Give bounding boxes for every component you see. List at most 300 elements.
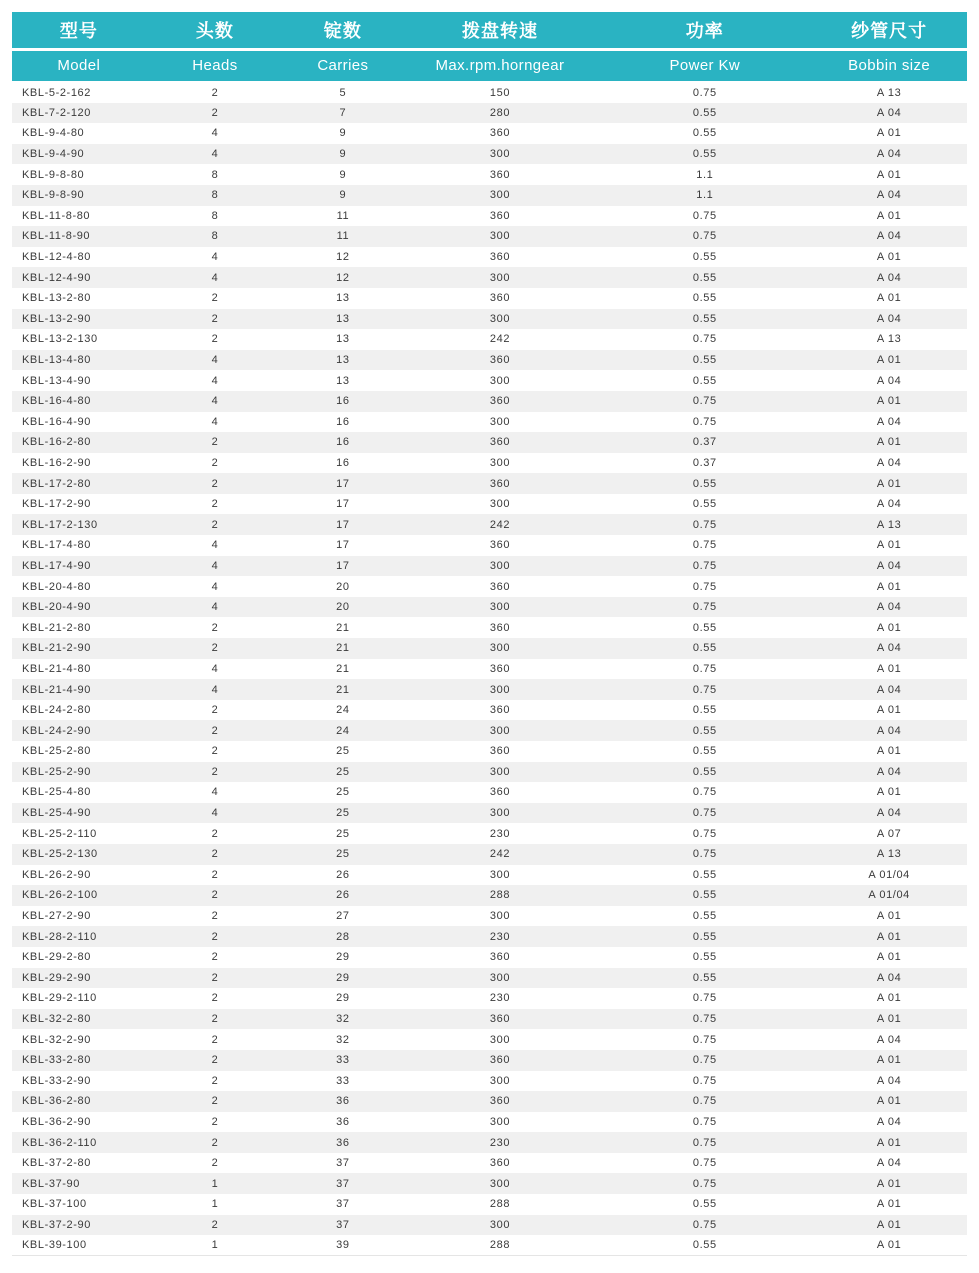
table-cell: KBL-25-2-80 (22, 745, 91, 758)
header-row-english (12, 49, 967, 82)
table-row (12, 494, 967, 515)
table-cell: 4 (211, 662, 219, 675)
table-cell: 7 (339, 106, 347, 119)
table-cell: KBL-17-2-80 (22, 477, 91, 490)
table-cell: A 01 (876, 1013, 902, 1026)
table-cell: 300 (489, 1177, 511, 1190)
table-cell: 0.55 (692, 374, 717, 387)
table-cell: A 04 (876, 559, 902, 572)
table-cell: 27 (336, 910, 350, 923)
table-cell: KBL-36-2-80 (22, 1095, 91, 1108)
table-cell: 2 (211, 642, 219, 655)
table-cell: 300 (489, 415, 511, 428)
table-cell: 300 (489, 1074, 511, 1087)
table-cell: A 01 (876, 951, 902, 964)
table-cell: 360 (489, 168, 511, 181)
table-cell: 300 (489, 498, 511, 511)
table-cell: 25 (336, 848, 350, 861)
table-row (12, 576, 967, 597)
table-cell: 2 (211, 1074, 219, 1087)
table-cell: 4 (211, 374, 219, 387)
table-cell: KBL-25-2-90 (22, 765, 91, 778)
table-cell: 0.75 (692, 559, 717, 572)
table-cell: KBL-24-2-90 (22, 724, 91, 737)
table-cell: 2 (211, 477, 219, 490)
table-cell: A 04 (876, 415, 902, 428)
table-cell: A 01 (876, 539, 902, 552)
table-cell: A 04 (876, 1033, 902, 1046)
table-cell: A 04 (876, 1074, 902, 1087)
table-cell: 4 (211, 127, 219, 140)
table-cell: 360 (489, 1054, 511, 1067)
table-cell: 2 (211, 518, 219, 531)
table-cell: KBL-12-4-80 (22, 251, 91, 264)
table-cell: 4 (211, 559, 219, 572)
table-cell: 0.55 (692, 271, 717, 284)
table-row (12, 185, 967, 206)
table-cell: KBL-21-2-90 (22, 642, 91, 655)
table-row (12, 906, 967, 927)
table-cell: 242 (489, 333, 511, 346)
table-cell: A 04 (876, 374, 902, 387)
table-cell: 24 (336, 704, 350, 717)
table-cell: 4 (211, 415, 219, 428)
table-cell: 11 (336, 230, 350, 243)
table-cell: A 04 (876, 724, 902, 737)
col-header-model-en: Model (12, 49, 146, 82)
table-cell: 360 (489, 580, 511, 593)
table-cell: 0.55 (692, 477, 717, 490)
table-cell: 17 (336, 539, 350, 552)
table-cell: A 04 (876, 271, 902, 284)
table-row (12, 741, 967, 762)
table-row (12, 556, 967, 577)
table-row (12, 206, 967, 227)
table-cell: KBL-24-2-80 (22, 704, 91, 717)
table-cell: 2 (211, 724, 219, 737)
col-header-carries-zh: 锭数 (284, 12, 401, 49)
table-cell: 36 (336, 1136, 350, 1149)
table-cell: A 01 (876, 477, 902, 490)
col-header-bobbin-en: Bobbin size (811, 49, 967, 82)
table-row (12, 1173, 967, 1194)
table-row (12, 700, 967, 721)
table-cell: KBL-20-4-90 (22, 601, 91, 614)
table-cell: 21 (336, 642, 350, 655)
table-cell: A 04 (876, 971, 902, 984)
table-body (12, 82, 967, 1256)
table-cell: 2 (211, 868, 219, 881)
table-cell: 0.75 (692, 1054, 717, 1067)
table-cell: 150 (489, 87, 511, 100)
table-cell: KBL-27-2-90 (22, 910, 91, 923)
table-cell: A 01 (876, 621, 902, 634)
table-cell: 17 (336, 477, 350, 490)
table-cell: 39 (336, 1239, 350, 1252)
table-row (12, 1194, 967, 1215)
table-row (12, 412, 967, 433)
table-cell: 360 (489, 539, 511, 552)
table-cell: A 01 (876, 292, 902, 305)
table-cell: 9 (339, 127, 347, 140)
table-cell: A 04 (876, 456, 902, 469)
table-cell: 0.75 (692, 415, 717, 428)
table-cell: 0.75 (692, 87, 717, 100)
table-row (12, 103, 967, 124)
table-cell: KBL-36-2-90 (22, 1115, 91, 1128)
table-cell: A 01 (876, 745, 902, 758)
table-cell: KBL-5-2-162 (22, 87, 91, 100)
table-cell: 37 (336, 1218, 350, 1231)
table-row (12, 535, 967, 556)
table-cell: 4 (211, 786, 219, 799)
table-row (12, 1091, 967, 1112)
table-cell: 16 (336, 395, 350, 408)
table-row (12, 1132, 967, 1153)
table-cell: 300 (489, 1218, 511, 1231)
table-cell: 0.75 (692, 1013, 717, 1026)
table-cell: 360 (489, 1013, 511, 1026)
table-cell: A 04 (876, 1115, 902, 1128)
table-row (12, 968, 967, 989)
table-cell: 0.75 (692, 1074, 717, 1087)
table-cell: 0.55 (692, 292, 717, 305)
table-cell: A 01 (876, 1218, 902, 1231)
table-cell: 37 (336, 1157, 350, 1170)
table-cell: 2 (211, 1033, 219, 1046)
table-cell: 4 (211, 580, 219, 593)
table-cell: KBL-25-4-80 (22, 786, 91, 799)
table-cell: 0.75 (692, 1136, 717, 1149)
table-cell: 25 (336, 786, 350, 799)
table-cell: 0.55 (692, 148, 717, 161)
table-row (12, 267, 967, 288)
table-cell: 20 (336, 580, 350, 593)
table-cell: A 01 (876, 127, 902, 140)
table-cell: 13 (336, 333, 350, 346)
table-cell: 0.55 (692, 868, 717, 881)
table-cell: 2 (211, 765, 219, 778)
table-cell: 4 (211, 539, 219, 552)
table-cell: 0.55 (692, 642, 717, 655)
table-cell: 0.55 (692, 251, 717, 264)
table-cell: 32 (336, 1033, 350, 1046)
table-cell: 360 (489, 704, 511, 717)
table-cell: KBL-26-2-100 (22, 889, 98, 902)
table-row (12, 391, 967, 412)
table-row (12, 1029, 967, 1050)
table-row (12, 226, 967, 247)
table-cell: 0.75 (692, 580, 717, 593)
table-cell: 0.37 (692, 456, 717, 469)
table-cell: 2 (211, 745, 219, 758)
table-cell: KBL-39-100 (22, 1239, 87, 1252)
table-cell: 25 (336, 807, 350, 820)
table-cell: 0.75 (692, 1115, 717, 1128)
col-header-rpm-zh: 拨盘转速 (402, 12, 599, 49)
table-cell: 230 (489, 992, 511, 1005)
table-cell: 2 (211, 498, 219, 511)
table-cell: 26 (336, 889, 350, 902)
table-row (12, 1009, 967, 1030)
table-cell: KBL-16-4-90 (22, 415, 91, 428)
table-cell: KBL-37-2-80 (22, 1157, 91, 1170)
table-cell: 360 (489, 477, 511, 490)
table-cell: 0.75 (692, 539, 717, 552)
table-cell: 5 (339, 87, 347, 100)
table-cell: 300 (489, 971, 511, 984)
table-cell: 2 (211, 333, 219, 346)
table-cell: KBL-37-2-90 (22, 1218, 91, 1231)
table-cell: A 01 (876, 930, 902, 943)
table-cell: 0.75 (692, 1157, 717, 1170)
table-cell: 28 (336, 930, 350, 943)
table-cell: 360 (489, 951, 511, 964)
table-cell: 2 (211, 1054, 219, 1067)
table-cell: 4 (211, 395, 219, 408)
table-cell: KBL-17-4-80 (22, 539, 91, 552)
table-cell: 300 (489, 189, 511, 202)
table-cell: 4 (211, 271, 219, 284)
table-cell: A 01 (876, 1136, 902, 1149)
table-cell: A 01 (876, 209, 902, 222)
table-cell: KBL-32-2-90 (22, 1033, 91, 1046)
table-cell: 300 (489, 724, 511, 737)
table-cell: 300 (489, 601, 511, 614)
table-cell: KBL-11-8-80 (22, 209, 91, 222)
table-cell: 0.75 (692, 827, 717, 840)
table-cell: 2 (211, 889, 219, 902)
table-cell: A 04 (876, 189, 902, 202)
table-cell: 2 (211, 1115, 219, 1128)
table-cell: 1 (211, 1239, 219, 1252)
table-cell: 230 (489, 1136, 511, 1149)
table-row (12, 823, 967, 844)
table-cell: 360 (489, 354, 511, 367)
table-row (12, 1112, 967, 1133)
table-cell: 360 (489, 745, 511, 758)
table-cell: 29 (336, 971, 350, 984)
table-row (12, 720, 967, 741)
table-cell: 11 (336, 209, 350, 222)
table-cell: A 04 (876, 230, 902, 243)
table-cell: A 01 (876, 1239, 902, 1252)
table-cell: 4 (211, 683, 219, 696)
table-row (12, 617, 967, 638)
table-cell: 21 (336, 662, 350, 675)
table-cell: 25 (336, 745, 350, 758)
table-cell: 360 (489, 395, 511, 408)
table-cell: 300 (489, 642, 511, 655)
table-cell: 32 (336, 1013, 350, 1026)
table-cell: 0.55 (692, 930, 717, 943)
table-cell: 2 (211, 704, 219, 717)
table-row (12, 1215, 967, 1236)
header-row-chinese (12, 12, 967, 49)
table-cell: 0.75 (692, 992, 717, 1005)
table-row (12, 1071, 967, 1092)
table-cell: 8 (211, 168, 219, 181)
table-cell: 13 (336, 312, 350, 325)
table-cell: 2 (211, 312, 219, 325)
table-cell: 300 (489, 271, 511, 284)
table-cell: 0.75 (692, 1218, 717, 1231)
table-row (12, 659, 967, 680)
table-cell: 17 (336, 559, 350, 572)
table-cell: 37 (336, 1198, 350, 1211)
table-cell: A 01 (876, 786, 902, 799)
table-cell: 300 (489, 456, 511, 469)
col-header-bobbin-zh: 纱管尺寸 (811, 12, 967, 49)
table-cell: 4 (211, 807, 219, 820)
table-row (12, 679, 967, 700)
table-cell: 0.75 (692, 1095, 717, 1108)
table-cell: 0.75 (692, 333, 717, 346)
table-row (12, 762, 967, 783)
table-cell: 360 (489, 662, 511, 675)
table-row (12, 453, 967, 474)
table-cell: 12 (336, 251, 350, 264)
table-cell: KBL-25-2-110 (22, 827, 97, 840)
table-cell: 0.75 (692, 662, 717, 675)
col-header-power-en: Power Kw (598, 49, 811, 82)
table-cell: KBL-26-2-90 (22, 868, 91, 881)
table-cell: KBL-17-2-130 (22, 518, 98, 531)
table-cell: A 01 (876, 580, 902, 593)
table-cell: 0.55 (692, 1198, 717, 1211)
table-cell: 0.55 (692, 745, 717, 758)
table-row (12, 473, 967, 494)
table-cell: A 01/04 (868, 889, 910, 902)
table-cell: A 01 (876, 395, 902, 408)
table-cell: A 01 (876, 704, 902, 717)
table-cell: 300 (489, 807, 511, 820)
table-cell: A 01 (876, 1177, 902, 1190)
table-cell: 242 (489, 848, 511, 861)
table-cell: 0.75 (692, 786, 717, 799)
table-cell: 37 (336, 1177, 350, 1190)
table-cell: A 01 (876, 662, 902, 675)
table-row (12, 597, 967, 618)
table-row (12, 1235, 967, 1256)
table-cell: 360 (489, 292, 511, 305)
col-header-carries-en: Carries (284, 49, 401, 82)
table-cell: 1 (211, 1198, 219, 1211)
table-cell: 288 (489, 1198, 511, 1211)
col-header-model-zh: 型号 (12, 12, 146, 49)
table-cell: KBL-29-2-90 (22, 971, 91, 984)
table-row (12, 247, 967, 268)
table-row (12, 803, 967, 824)
table-cell: 16 (336, 456, 350, 469)
table-cell: KBL-20-4-80 (22, 580, 91, 593)
table-cell: KBL-12-4-90 (22, 271, 91, 284)
table-cell: 280 (489, 106, 511, 119)
table-row (12, 144, 967, 165)
table-cell: 33 (336, 1074, 350, 1087)
table-cell: 17 (336, 498, 350, 511)
table-cell: A 04 (876, 765, 902, 778)
table-cell: 360 (489, 436, 511, 449)
table-cell: 2 (211, 848, 219, 861)
table-cell: 0.55 (692, 724, 717, 737)
table-cell: KBL-21-4-90 (22, 683, 91, 696)
table-cell: KBL-29-2-80 (22, 951, 91, 964)
table-cell: 0.75 (692, 683, 717, 696)
table-cell: 360 (489, 1157, 511, 1170)
table-cell: 29 (336, 992, 350, 1005)
table-row (12, 432, 967, 453)
table-cell: 8 (211, 230, 219, 243)
table-cell: KBL-9-4-90 (22, 148, 85, 161)
table-cell: KBL-16-2-80 (22, 436, 91, 449)
table-cell: 2 (211, 992, 219, 1005)
table-cell: A 01 (876, 910, 902, 923)
table-cell: 360 (489, 127, 511, 140)
table-cell: A 01 (876, 992, 902, 1005)
table-cell: 300 (489, 765, 511, 778)
table-cell: 0.55 (692, 765, 717, 778)
table-row (12, 82, 967, 103)
col-header-heads-zh: 头数 (146, 12, 284, 49)
table-cell: KBL-17-2-90 (22, 498, 91, 511)
table-cell: 0.55 (692, 910, 717, 923)
table-cell: 36 (336, 1095, 350, 1108)
table-cell: 2 (211, 106, 219, 119)
table-cell: 0.55 (692, 704, 717, 717)
table-cell: 0.55 (692, 498, 717, 511)
table-cell: 2 (211, 1218, 219, 1231)
table-cell: KBL-13-2-90 (22, 312, 91, 325)
table-cell: A 04 (876, 106, 902, 119)
table-cell: A 01 (876, 436, 902, 449)
table-cell: 24 (336, 724, 350, 737)
table-cell: A 04 (876, 1157, 902, 1170)
table-cell: 2 (211, 292, 219, 305)
col-header-rpm-en: Max.rpm.horngear (402, 49, 599, 82)
table-cell: 300 (489, 374, 511, 387)
table-cell: 9 (339, 189, 347, 202)
table-cell: 33 (336, 1054, 350, 1067)
table-cell: A 01 (876, 354, 902, 367)
table-row (12, 309, 967, 330)
table-cell: A 01 (876, 1054, 902, 1067)
table-cell: 0.75 (692, 807, 717, 820)
table-cell: 2 (211, 436, 219, 449)
table-cell: 288 (489, 889, 511, 902)
table-cell: 0.55 (692, 951, 717, 964)
table-cell: KBL-7-2-120 (22, 106, 91, 119)
table-cell: KBL-17-4-90 (22, 559, 91, 572)
table-row (12, 782, 967, 803)
table-row (12, 123, 967, 144)
table-header (12, 12, 967, 82)
col-header-power-zh: 功率 (598, 12, 811, 49)
table-cell: 360 (489, 786, 511, 799)
table-row (12, 1050, 967, 1071)
table-cell: A 01 (876, 1198, 902, 1211)
table-row (12, 288, 967, 309)
table-cell: A 01 (876, 168, 902, 181)
table-cell: KBL-9-8-90 (22, 189, 85, 202)
table-cell: 4 (211, 354, 219, 367)
spec-table-wrapper (12, 12, 967, 1256)
table-cell: 26 (336, 868, 350, 881)
table-cell: 2 (211, 1136, 219, 1149)
table-row (12, 329, 967, 350)
table-cell: 0.75 (692, 1033, 717, 1046)
table-cell: KBL-25-4-90 (22, 807, 91, 820)
